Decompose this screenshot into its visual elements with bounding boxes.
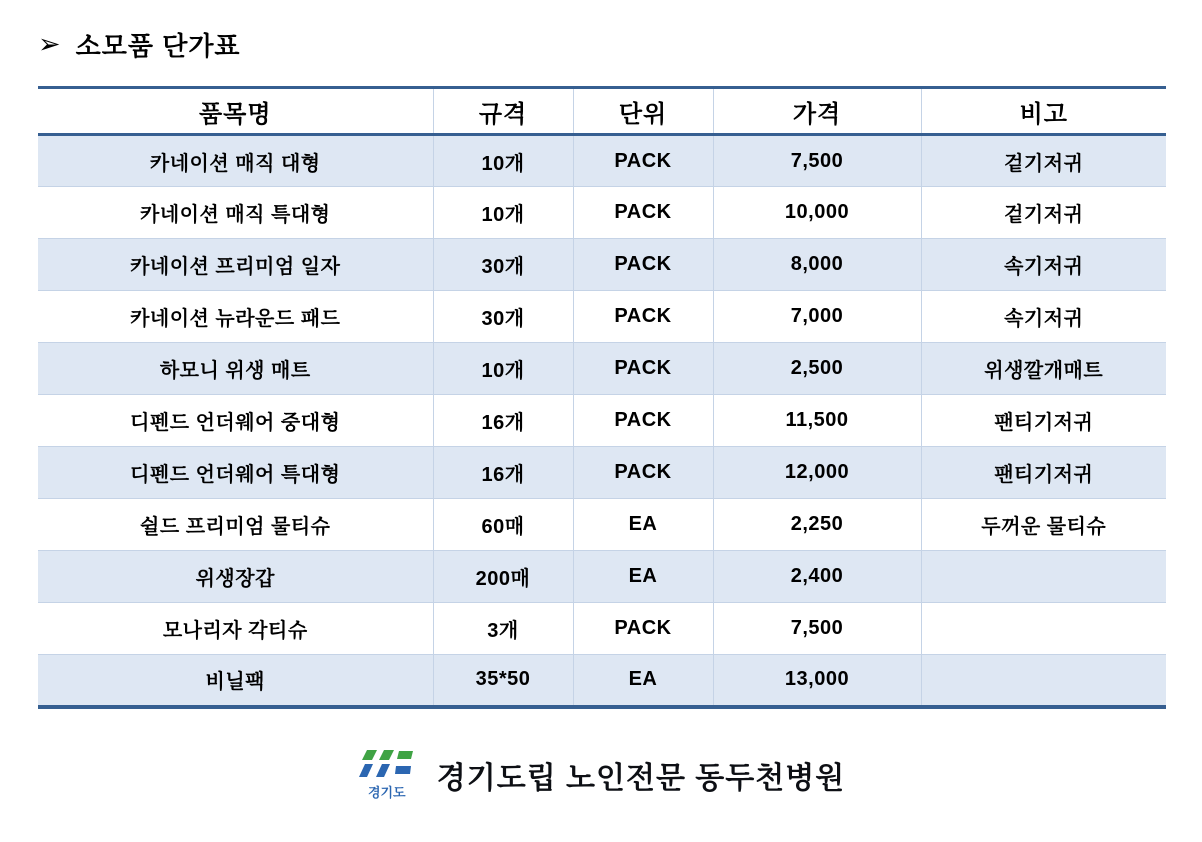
column-header-2: 규격	[433, 88, 573, 135]
table-cell: 디펜드 언더웨어 중대형	[38, 395, 433, 447]
table-cell: 8,000	[713, 239, 921, 291]
gyeonggi-logo-icon	[359, 748, 415, 780]
table-cell: 모나리자 각티슈	[38, 603, 433, 655]
table-cell: 7,000	[713, 291, 921, 343]
hospital-name: 경기도립 노인전문 동두천병원	[436, 761, 846, 795]
table-row	[38, 655, 1166, 707]
table-cell: PACK	[573, 187, 713, 239]
table-cell: EA	[573, 551, 713, 603]
table-cell: PACK	[573, 239, 713, 291]
table-cell: 속기저귀	[1004, 308, 1084, 330]
table-cell: 7,500	[713, 603, 921, 655]
price-table	[38, 86, 1166, 709]
column-header-5: 비고	[921, 88, 1166, 135]
table-cell: 2,400	[713, 551, 921, 603]
table-cell: 16개	[433, 447, 573, 499]
table-body	[38, 135, 1166, 707]
table-row	[38, 603, 1166, 655]
table-header	[38, 88, 1166, 135]
table-row	[38, 135, 1166, 187]
table-cell: 60매	[433, 499, 573, 551]
table-row	[38, 291, 1166, 343]
table-cell: 10개	[433, 187, 573, 239]
gyeonggi-logo	[357, 748, 417, 801]
table-row	[38, 239, 1166, 291]
table-cell: EA	[573, 655, 713, 707]
table-cell: 디펜드 언더웨어 특대형	[38, 447, 433, 499]
table-cell: 팬티기저귀	[994, 412, 1094, 434]
table-cell: 10개	[433, 135, 573, 187]
table-cell: PACK	[573, 447, 713, 499]
table-cell: 30개	[433, 291, 573, 343]
table-cell: 3개	[433, 603, 573, 655]
title-text: 소모품 단가표	[75, 31, 241, 61]
table-cell: 7,500	[713, 135, 921, 187]
table-cell: 200매	[433, 551, 573, 603]
table-cell: 2,500	[713, 343, 921, 395]
table-cell	[921, 603, 1166, 655]
table-cell: 카네이션 뉴라운드 패드	[38, 291, 433, 343]
table-cell: PACK	[573, 135, 713, 187]
table-cell: 35*50	[433, 655, 573, 707]
table-cell: 16개	[433, 395, 573, 447]
table-row	[38, 499, 1166, 551]
table-cell: PACK	[573, 343, 713, 395]
table-cell: 팬티기저귀	[994, 464, 1094, 486]
table-cell: PACK	[573, 291, 713, 343]
table-cell: 10,000	[713, 187, 921, 239]
table-cell: 카네이션 매직 특대형	[38, 187, 433, 239]
table-cell: 겉기저귀	[1004, 204, 1084, 226]
table-cell: 13,000	[713, 655, 921, 707]
gyeonggi-logo-text: 경기도	[367, 785, 406, 800]
table-cell: 하모니 위생 매트	[38, 343, 433, 395]
table-cell: 쉴드 프리미엄 물티슈	[38, 499, 433, 551]
table-cell: 위생깔개매트	[984, 360, 1104, 382]
table-cell: 30개	[433, 239, 573, 291]
footer	[0, 748, 1202, 801]
table-cell: 카네이션 매직 대형	[38, 135, 433, 187]
table-header-row	[38, 88, 1166, 135]
table-cell: 겉기저귀	[1004, 152, 1084, 175]
table-row	[38, 551, 1166, 603]
table-cell: 두꺼운 물티슈	[981, 516, 1107, 538]
table-cell: 12,000	[713, 447, 921, 499]
table-cell: 2,250	[713, 499, 921, 551]
table-cell: 위생장갑	[38, 551, 433, 603]
table-cell: PACK	[573, 395, 713, 447]
table-cell: EA	[573, 499, 713, 551]
table-row	[38, 187, 1166, 239]
table-cell: 11,500	[713, 395, 921, 447]
table-cell: 10개	[433, 343, 573, 395]
arrow-bullet-icon: ➢	[38, 29, 62, 59]
table-row	[38, 447, 1166, 499]
table-cell: 비닐팩	[38, 655, 433, 707]
table-row	[38, 343, 1166, 395]
table-cell	[921, 551, 1166, 603]
table-cell: PACK	[573, 603, 713, 655]
table-row	[38, 395, 1166, 447]
column-header-1: 품목명	[38, 88, 433, 135]
column-header-4: 가격	[713, 88, 921, 135]
table-cell	[921, 655, 1166, 707]
table-cell: 속기저귀	[1004, 256, 1084, 278]
column-header-3: 단위	[573, 88, 713, 135]
table-cell: 카네이션 프리미엄 일자	[38, 239, 433, 291]
document-title	[38, 26, 241, 63]
